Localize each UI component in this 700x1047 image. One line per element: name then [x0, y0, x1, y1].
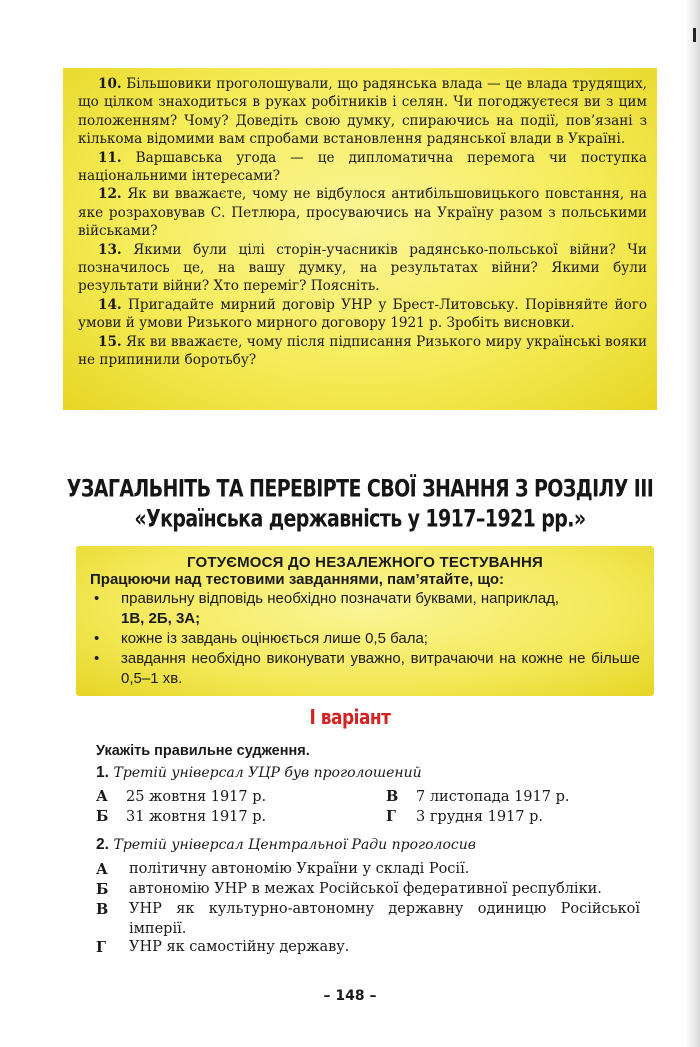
testing-instructions-box: [76, 546, 654, 696]
instruction-item: • кожне із завдань оцінюється лише 0,5 бала;: [90, 629, 640, 649]
variant-title: І варіант: [309, 706, 391, 730]
answer-option: А політичну автономію України у складі Росії.: [96, 861, 470, 878]
question-12: 12. Як ви вважаєте, чому не відбулося антибільшовицького повстання, на яке розраховував С. Петлюра, просуваючись на Україну разом з польськими військами?: [78, 186, 648, 240]
answer-option: Б автономію УНР в межах Російської федеративної республіки.: [96, 881, 602, 898]
questions-box: [63, 68, 657, 410]
instructions-list: [90, 589, 640, 689]
answer-example: 1В, 2Б, 3А;: [121, 610, 201, 627]
question-11: 11. Варшавська угода — це дипломатична перемога чи поступка національними інтересами?: [78, 149, 647, 185]
section-title: УЗАГАЛЬНІТЬ ТА ПЕРЕВІРТЕ СВОЇ ЗНАННЯ З РОЗДІЛУ ІІІ: [66, 475, 654, 503]
page-number: – 148 –: [323, 988, 377, 1004]
question-14: 14. Пригадайте мирний договір УНР у Брест-Литовську. Порівняйте його умови й умови Ризького мирного договору 1921 р. Зробіть висновки.: [78, 296, 648, 332]
answer-option: Б 31 жовтня 1917 р.: [96, 808, 267, 825]
page-edge-shadow: [686, 0, 700, 1047]
answer-option: А 25 жовтня 1917 р.: [96, 788, 267, 805]
answer-option: В 7 листопада 1917 р.: [386, 788, 570, 805]
question-10: 10. Більшовики проголошували, що радянська влада — це влада трудящих, що цілком знаходиться в руках робітників і селян. Чи погоджуєтеся ви з цим положенням? Чому? Доведіть свою думку, спираючись на події, пов’язані з кількома відомими вам спробами встановлення радянської влади в Україні.: [78, 76, 647, 148]
question-15: 15. Як ви вважаєте, чому після підписання Ризького миру українські вояки не припинили боротьбу?: [78, 333, 648, 369]
testing-heading: ГОТУЄМОСЯ ДО НЕЗАЛЕЖНОГО ТЕСТУВАННЯ: [186, 554, 544, 571]
test-question-2: 2. Третій універсал Центральної Ради проголосив: [96, 836, 476, 853]
corner-mark: [693, 28, 696, 42]
instruction-item: • правильну відповідь необхідно позначати буквами, наприклад, 1В, 2Б, 3А;: [90, 589, 640, 629]
instruction-item: • завдання необхідно виконувати уважно, витрачаючи на кожне не більше 0,5–1 хв.: [90, 649, 640, 689]
section-subtitle: «Українська державність у 1917–1921 рр.»: [134, 505, 586, 533]
answer-option: В УНР як культурно-автономну державну одиницю Російської імперії.: [96, 901, 640, 937]
task-instruction: Укажіть правильне судження.: [96, 743, 310, 759]
answer-option: Г УНР як самостійну державу.: [96, 939, 350, 956]
test-question-1: 1. Третій універсал УЦР був проголошений: [96, 764, 422, 781]
question-13: 13. Якими були цілі сторін-учасників радянсько-польської війни? Чи позначилось це, на вашу думку, на результатах війни? Якими були результати війни? Хто переміг? Поясніть.: [78, 241, 647, 295]
answer-option: Г 3 грудня 1917 р.: [386, 808, 543, 825]
testing-subheading: Працюючи над тестовими завданнями, пам’ятайте, що:: [90, 571, 504, 588]
